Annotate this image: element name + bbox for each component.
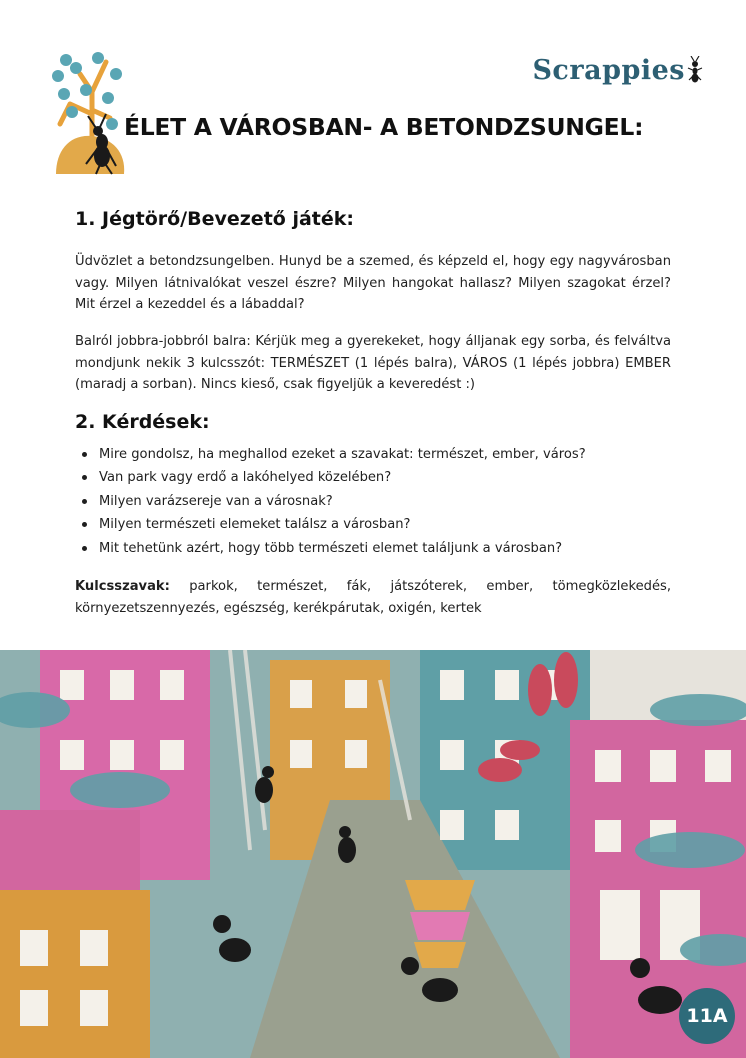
list-item: Mire gondolsz, ha meghallod ezeket a szavakat: természet, ember, város? xyxy=(75,443,671,466)
ant-on-rock-icon xyxy=(50,52,130,176)
page-title: ÉLET A VÁROSBAN- A BETONDZSUNGEL: xyxy=(124,113,644,141)
keywords-text: parkok, természet, fák, játszóterek, ember, tömegközlekedés, környezetszennyezés, egészség, kerékpárutak, oxigén, kertek xyxy=(75,579,671,616)
list-item: Milyen varázsereje van a városnak? xyxy=(75,490,671,513)
questions-list xyxy=(75,443,671,560)
game-paragraph: Balról jobbra-jobbról balra: Kérjük meg a gyerekeket, hogy álljanak egy sorba, és felváltva mondjunk nekik 3 kulcsszót: TERMÉSZET (1 lépés balra), VÁROS (1 lépés jobbra) EMBER (maradj a sorban). Nincs kieső, csak figyeljük a keveredést :) xyxy=(75,334,671,393)
list-item: Mit tehetünk azért, hogy több természeti elemet találjunk a városban? xyxy=(75,537,671,560)
ant-icon xyxy=(686,56,704,84)
brand-logo xyxy=(532,54,704,86)
list-item: Milyen természeti elemeket találsz a városban? xyxy=(75,513,671,536)
list-item: Van park vagy erdő a lakóhelyed közelében? xyxy=(75,466,671,489)
brand-name: Scrappies xyxy=(532,54,685,86)
intro-paragraph: Üdvözlet a betondzsungelben. Hunyd be a szemed, és képzeld el, hogy egy nagyvárosban vagy. Milyen látnivalókat veszel észre? Milyen hangokat hallasz? Milyen szagokat érzel? Mit érzel a kezeddel és a lábaddal? xyxy=(75,254,671,313)
section-heading-questions: 2. Kérdések: xyxy=(75,411,210,433)
section-heading-icebreaker: 1. Jégtörő/Bevezető játék: xyxy=(75,208,354,230)
city-illustration xyxy=(0,650,746,1058)
keywords-paragraph xyxy=(75,576,671,619)
keywords-label: Kulcsszavak: xyxy=(75,579,170,594)
page-number-badge: 11A xyxy=(679,988,735,1044)
